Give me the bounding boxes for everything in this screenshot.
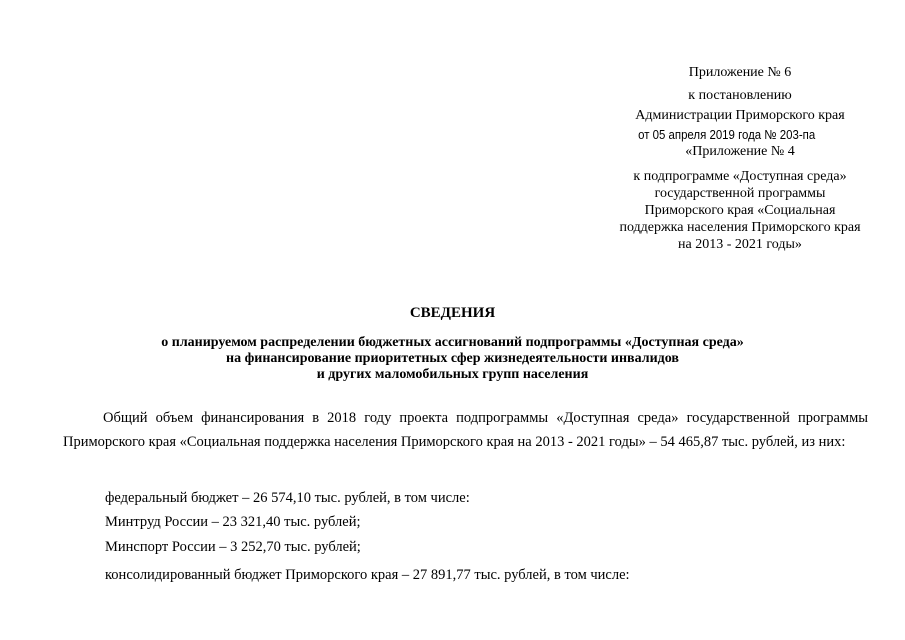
document-subtitle — [0, 335, 905, 383]
prior-appendix-line: Приморского края «Социальная — [644, 203, 836, 218]
prior-appendix-line: поддержка населения Приморского края — [619, 220, 861, 235]
prior-appendix-line: государственной программы — [654, 186, 826, 201]
appendix-line: к постановлению — [688, 88, 792, 103]
body-paragraph — [63, 406, 868, 454]
list-item: консолидированный бюджет Приморского края – 27 891,77 тыс. рублей, в том числе: — [105, 567, 630, 583]
appendix-stamp — [626, 126, 827, 144]
list-item: Минтруд России – 23 321,40 тыс. рублей; — [105, 514, 361, 530]
subtitle-line: о планируемом распределении бюджетных ассигнований подпрограммы «Доступная среда» — [161, 335, 744, 350]
list-item: федеральный бюджет – 26 574,10 тыс. рублей, в том числе: — [105, 490, 470, 506]
registration-stamp: от 05 апреля 2019 года № 203-па — [638, 127, 816, 142]
subtitle-line: и других маломобильных групп населения — [316, 367, 589, 382]
appendix-header — [610, 65, 870, 124]
subtitle-line: на финансирование приоритетных сфер жизнедеятельности инвалидов — [226, 351, 679, 366]
appendix-title: Приложение № 6 — [688, 65, 792, 80]
prior-appendix-line: к подпрограмме «Доступная среда» — [633, 169, 847, 184]
appendix-line: Администрации Приморского края — [635, 108, 845, 123]
prior-appendix-title: «Приложение № 4 — [685, 144, 795, 159]
list-item: Минспорт России – 3 252,70 тыс. рублей; — [105, 539, 361, 555]
document-title: СВЕДЕНИЯ — [409, 305, 496, 321]
prior-appendix-line: на 2013 - 2021 годы» — [678, 237, 802, 252]
paragraph-text: Общий объем финансирования в 2018 году проекта подпрограммы «Доступная среда» государственной программы Приморского края «Социальная поддержка населения Приморского края на 2013 - 2021 годы» – 54 465,87 тыс. рублей, из них: — [63, 410, 868, 450]
prior-appendix-header — [610, 143, 870, 253]
